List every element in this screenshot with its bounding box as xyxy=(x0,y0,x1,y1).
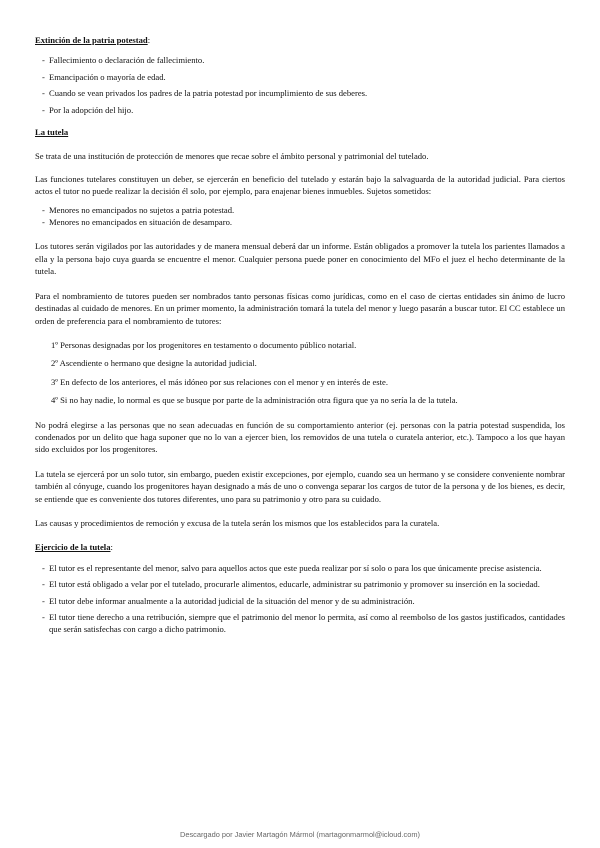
paragraph: Las causas y procedimientos de remoción y excusa de la tutela serán los mismos que los establecidos para la curatela. xyxy=(35,517,440,528)
preference-list xyxy=(35,339,565,407)
list-item: - Por la adopción del hijo. xyxy=(35,104,565,116)
list-item: - El tutor es el representante del menor, salvo para aquellos actos que este pueda realizar por sí solo o para los que únicamente precise asistencia. xyxy=(35,562,565,574)
section-tutela-heading xyxy=(35,126,565,138)
section-title: Extinción de la patria potestad xyxy=(35,35,148,45)
paragraph: No podrá elegirse a las personas que no sean adecuadas en función de su comportamiento anterior (ej. personas con la patria potestad suspendida, los condenados por un delito que haga suponer que no lo van a ejercer bien, los removidos de una tutela o curatela anterior, etc.). Tampoco a los que hayan sido excluidos por los progenitores. xyxy=(35,419,565,455)
title-colon: : xyxy=(110,542,113,553)
document-page xyxy=(35,34,565,636)
paragraph: Las funciones tutelares constituyen un deber, se ejercerán en beneficio del tutelado y estarán bajo la salvaguarda de la autoridad judicial. Para ciertos actos el tutor no puede realizar la decisión él solo, por ejemplo, para enajenar bienes inmuebles. Sujetos sometidos: xyxy=(35,173,565,197)
section-title: Ejercicio de la tutela xyxy=(35,542,111,553)
paragraph: Se trata de una institución de protección de menores que recae sobre el ámbito personal y patrimonial del tutelado. xyxy=(35,151,429,162)
list-item: - Menores no emancipados en situación de desamparo. xyxy=(35,216,565,228)
section-ejercicio-heading xyxy=(35,541,565,553)
ejercicio-list xyxy=(35,562,565,636)
section-title: La tutela xyxy=(35,127,69,138)
list-item: 4º Si no hay nadie, lo normal es que se busque por parte de la administración otra figura que ya no sería la de la tutela. xyxy=(51,395,458,406)
list-item: 1º Personas designadas por los progenitores en testamento o documento público notarial. xyxy=(51,339,357,350)
list-item: - El tutor está obligado a velar por el tutelado, procurarle alimentos, educarle, administrar su patrimonio y promover su inserción en la sociedad. xyxy=(35,578,565,590)
list-item: - El tutor debe informar anualmente a la autoridad judicial de la situación del menor y de su administración. xyxy=(35,595,565,607)
list-item: - Menores no emancipados no sujetos a patria potestad. xyxy=(35,204,565,216)
download-footer: Descargado por Javier Martagón Mármol (martagonmarmol@icloud.com) xyxy=(180,830,420,839)
paragraph: Los tutores serán vigilados por las autoridades y de manera mensual deberá dar un informe. Están obligados a promover la tutela los parientes llamados a ella y la persona bajo cuya guarda se encuentre el menor. Cualquier persona puede poner en conocimiento del MFo el juez el hecho determinante de la tutela. xyxy=(35,241,565,277)
list-item: 3º En defecto de los anteriores, el más idóneo por sus relaciones con el menor y en interés de este. xyxy=(51,376,388,387)
list-item: 2º Ascendiente o hermano que designe la autoridad judicial. xyxy=(51,358,257,369)
paragraph: La tutela se ejercerá por un solo tutor, sin embargo, pueden existir excepciones, por ejemplo, cuando sea un hermano y se considere conveniente nombrar también al cónyuge, cuando los progenitores hayan designado a más de uno o convenga separar los cargos de tutor de la persona y de los bienes, es decir, se entiende que es conveniente dos tutores diferentes, uno para su patrimonio y otro para su cuidado. xyxy=(35,468,565,504)
list-item: - Fallecimiento o declaración de fallecimiento. xyxy=(35,54,565,66)
list-item: - El tutor tiene derecho a una retribución, siempre que el patrimonio del menor lo permita, así como al reembolso de los gastos justificados, cantidades que serán satisfechas con cargo a dicho patrimonio. xyxy=(35,611,565,636)
title-colon: : xyxy=(147,35,151,45)
paragraph: Para el nombramiento de tutores pueden ser nombrados tanto personas físicas como jurídicas, como en el caso de ciertas entidades sin ánimo de lucro destinadas al cuidado de menores. En un primer momento, la administración tomará la tutela del menor y luego pasarán a buscar tutor. El CC establece un orden de preferencia para el nombramiento de tutores: xyxy=(35,290,565,326)
extincion-list xyxy=(35,54,565,116)
subjects-list xyxy=(35,204,565,229)
list-item: - Emancipación o mayoría de edad. xyxy=(35,71,565,83)
list-item: - Cuando se vean privados los padres de la patria potestad por incumplimiento de sus deberes. xyxy=(35,87,565,99)
section-extincion-heading xyxy=(35,34,565,46)
